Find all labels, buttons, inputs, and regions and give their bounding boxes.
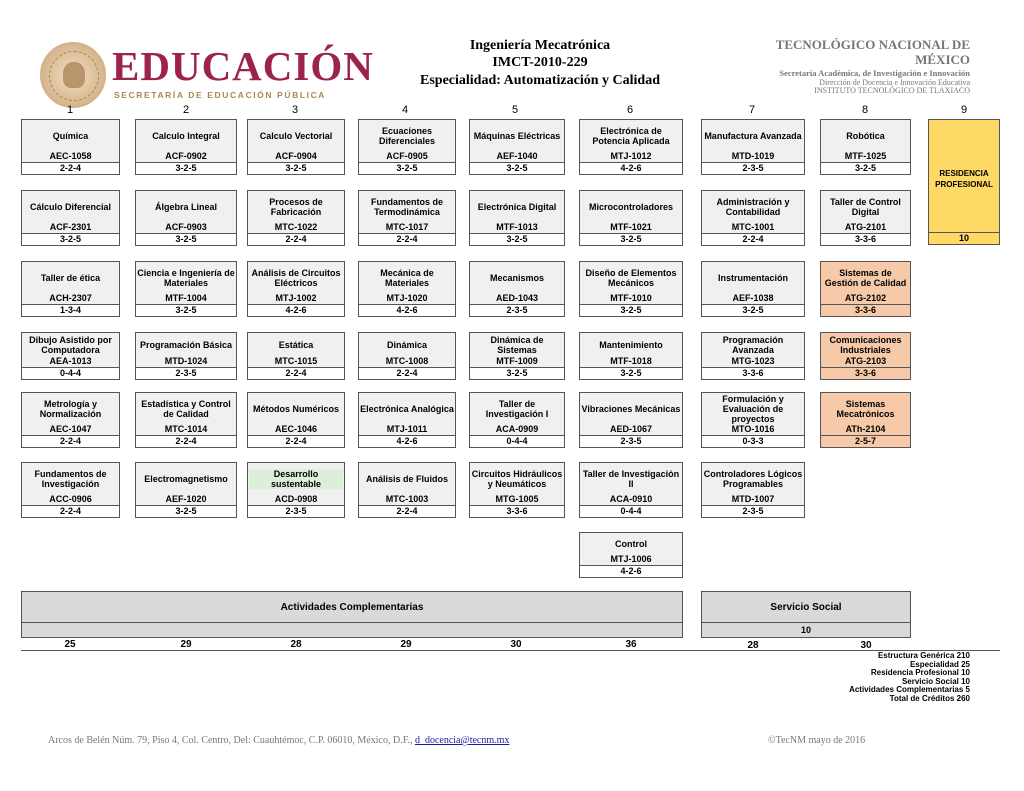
- servicio-social-band: [701, 591, 911, 638]
- residencia-label: RESIDENCIA PROFESIONAL: [935, 169, 993, 189]
- course-box: [21, 190, 120, 246]
- course-header: [359, 120, 455, 162]
- course-name: Electrónica de Potencia Aplicada: [592, 125, 670, 146]
- course-code: MTD-1019: [731, 151, 775, 161]
- course-box: [820, 119, 911, 175]
- course-name: Máquinas Eléctricas: [473, 130, 561, 141]
- course-box: [820, 332, 911, 380]
- course-box: [247, 261, 345, 317]
- footer-address: [48, 735, 509, 746]
- course-code: ACF-0902: [165, 151, 207, 161]
- course-name: Mecanismos: [489, 272, 545, 283]
- course-name: Electrónica Digital: [477, 201, 557, 212]
- course-code: MTC-1015: [274, 356, 318, 366]
- course-name: Robótica: [846, 130, 885, 141]
- course-header: [136, 262, 236, 304]
- course-box: [579, 332, 683, 380]
- course-name: Taller de Investigación I: [485, 398, 549, 419]
- course-header: [359, 191, 455, 233]
- course-credits: 1-3-4: [22, 304, 119, 316]
- course-credits: 3-2-5: [580, 304, 682, 316]
- course-box: [469, 332, 565, 380]
- course-credits: 2-2-4: [359, 505, 455, 517]
- course-code: AED-1043: [495, 293, 539, 303]
- course-credits: 2-2-4: [22, 505, 119, 517]
- summary-line: Especialidad 25: [909, 659, 970, 669]
- course-code: MTF-1004: [165, 293, 207, 303]
- course-name: Controladores Lógicos Programables: [703, 468, 803, 489]
- residencia-credits: 10: [929, 232, 999, 244]
- course-credits: 3-2-5: [22, 233, 119, 245]
- course-code: MTC-1014: [164, 424, 208, 434]
- course-credits: 3-2-5: [470, 367, 564, 379]
- course-credits: 0-3-3: [702, 435, 804, 447]
- course-box: [701, 261, 805, 317]
- course-header: [359, 262, 455, 304]
- course-name: Procesos de Fabricación: [269, 196, 323, 217]
- course-header: [470, 393, 564, 435]
- course-code: AEF-1038: [732, 293, 774, 303]
- course-credits: 3-2-5: [136, 505, 236, 517]
- course-header: [821, 262, 910, 304]
- course-credits: 2-2-4: [22, 162, 119, 174]
- course-box: [820, 261, 911, 317]
- course-name: Instrumentación: [717, 272, 788, 283]
- course-code: MTC-1001: [731, 222, 775, 232]
- course-code: MTC-1017: [385, 222, 429, 232]
- course-name: Taller de Control Digital: [830, 196, 901, 217]
- course-name: Administración y Contabilidad: [716, 196, 790, 217]
- course-credits: 2-2-4: [22, 435, 119, 447]
- semester-total: 29: [180, 639, 192, 650]
- semester-total: 30: [860, 640, 872, 651]
- semester-number: 9: [960, 104, 968, 116]
- course-code: MTF-1018: [610, 356, 652, 366]
- course-header: [136, 333, 236, 367]
- course-code: ATG-2102: [844, 293, 887, 303]
- course-box: [701, 332, 805, 380]
- course-code: MTC-1008: [385, 356, 429, 366]
- course-header: [470, 333, 564, 367]
- course-header: [702, 333, 804, 367]
- course-box: [469, 392, 565, 448]
- course-box: [579, 190, 683, 246]
- course-credits: 2-2-4: [359, 367, 455, 379]
- course-header: [359, 393, 455, 435]
- course-code: ACA-0910: [609, 494, 653, 504]
- course-credits: 3-3-6: [470, 505, 564, 517]
- course-header: [248, 393, 344, 435]
- course-header: [580, 533, 682, 565]
- course-credits: 3-3-6: [821, 304, 910, 316]
- semester-number: 7: [748, 104, 756, 116]
- semester-number: 1: [66, 104, 74, 116]
- course-credits: 4-2-6: [580, 565, 682, 577]
- course-header: [22, 191, 119, 233]
- course-box: [701, 392, 805, 448]
- semester-number: 6: [626, 104, 634, 116]
- course-credits: 0-4-4: [22, 367, 119, 379]
- course-box: [469, 119, 565, 175]
- summary-line: Total de Créditos 260: [889, 693, 970, 703]
- course-name: Metrología y Normalización: [39, 398, 102, 419]
- course-credits: 2-2-4: [248, 435, 344, 447]
- course-header: [702, 262, 804, 304]
- course-code: MTJ-1012: [610, 151, 652, 161]
- course-credits: 0-4-4: [470, 435, 564, 447]
- course-box: [247, 392, 345, 448]
- course-name: Estática: [278, 339, 314, 350]
- semester-total: 28: [290, 639, 302, 650]
- course-header: [702, 463, 804, 505]
- course-header: [248, 333, 344, 367]
- course-name: Comunicaciones Industriales: [829, 334, 902, 355]
- course-code: MTO-1016: [731, 424, 775, 434]
- course-credits: 2-3-5: [702, 162, 804, 174]
- course-credits: 4-2-6: [359, 435, 455, 447]
- course-credits: 2-2-4: [248, 233, 344, 245]
- course-header: [248, 120, 344, 162]
- course-box: [579, 119, 683, 175]
- course-box: [135, 190, 237, 246]
- course-credits: 3-2-5: [580, 367, 682, 379]
- course-code: AEA-1013: [49, 356, 92, 366]
- semester-number: 2: [182, 104, 190, 116]
- course-header: [821, 393, 910, 435]
- career-title: Ingeniería Mecatrónica: [469, 38, 611, 53]
- course-box: [135, 392, 237, 448]
- secretaria-line: Secretaría Académica, de Investigación e Innovación: [779, 68, 970, 78]
- semester-total: 36: [625, 639, 637, 650]
- semester-number: 3: [291, 104, 299, 116]
- course-code: ACA-0909: [495, 424, 539, 434]
- course-name: Circuitos Hidráulicos y Neumáticos: [471, 468, 563, 489]
- sep-seal-logo: [40, 42, 106, 108]
- course-name: Ciencia e Ingeniería de Materiales: [137, 267, 235, 288]
- footer-copyright: ©TecNM mayo de 2016: [768, 735, 866, 746]
- course-box: [579, 392, 683, 448]
- course-credits: 3-3-6: [821, 367, 910, 379]
- course-credits: 2-2-4: [248, 367, 344, 379]
- course-name: Sistemas de Gestión de Calidad: [824, 267, 907, 288]
- course-credits: 3-2-5: [136, 162, 236, 174]
- direccion-line: Dirección de Docencia e Innovación Educativa: [819, 78, 970, 87]
- semester-total: 30: [510, 639, 522, 650]
- course-header: [580, 120, 682, 162]
- course-name: Programación Básica: [139, 339, 233, 350]
- summary-line: Estructura Genérica 210: [877, 651, 970, 660]
- course-name: Dibujo Asistido por Computadora: [29, 334, 112, 355]
- course-header: [359, 333, 455, 367]
- course-credits: 3-2-5: [136, 304, 236, 316]
- course-credits: 3-3-6: [702, 367, 804, 379]
- course-box: [469, 462, 565, 518]
- tecnm-name-line1: TECNOLÓGICO NACIONAL DE: [775, 37, 970, 52]
- specialty-title: Especialidad: Automatización y Calidad: [420, 73, 660, 88]
- servicio-credits: 10: [702, 622, 910, 637]
- course-credits: 2-3-5: [248, 505, 344, 517]
- course-credits: 3-2-5: [821, 162, 910, 174]
- course-credits: 2-2-4: [136, 435, 236, 447]
- course-credits: 3-2-5: [359, 162, 455, 174]
- course-name: Taller de Investigación II: [582, 468, 680, 489]
- course-credits: 3-2-5: [470, 233, 564, 245]
- course-code: AEF-1020: [165, 494, 207, 504]
- course-name: Calculo Integral: [152, 130, 220, 141]
- course-box: [21, 392, 120, 448]
- course-header: [580, 333, 682, 367]
- servicio-label: Servicio Social: [770, 602, 842, 613]
- eagle-emblem-icon: [63, 62, 85, 88]
- course-code: AED-1067: [609, 424, 653, 434]
- course-box: [247, 190, 345, 246]
- course-credits: 3-2-5: [136, 233, 236, 245]
- course-code: ATG-2101: [844, 222, 887, 232]
- course-name: Desarrollo sustentable: [249, 469, 343, 489]
- course-name: Química: [52, 130, 89, 141]
- course-box: [135, 261, 237, 317]
- sep-subtitle: SECRETARÍA DE EDUCACIÓN PÚBLICA: [114, 90, 327, 100]
- course-header: [470, 191, 564, 233]
- course-header: [702, 191, 804, 233]
- course-name: Sistemas Mecatrónicos: [836, 398, 895, 419]
- course-code: MTD-1024: [164, 356, 208, 366]
- course-code: MTF-1013: [496, 222, 538, 232]
- course-name: Mecánica de Materiales: [380, 267, 434, 288]
- course-header: [22, 120, 119, 162]
- course-code: ATh-2104: [845, 424, 886, 434]
- course-box: [579, 532, 683, 578]
- course-box: [21, 332, 120, 380]
- residencia-profesional-box: [928, 119, 1000, 245]
- semester-number: 8: [861, 104, 869, 116]
- course-header: [136, 191, 236, 233]
- course-box: [21, 261, 120, 317]
- course-code: MTJ-1002: [275, 293, 317, 303]
- course-header: [22, 333, 119, 367]
- course-name: Métodos Numéricos: [252, 403, 339, 414]
- course-box: [358, 392, 456, 448]
- course-credits: 3-3-6: [821, 233, 910, 245]
- course-name: Microcontroladores: [588, 201, 673, 212]
- semester-number: 4: [401, 104, 409, 116]
- course-box: [247, 332, 345, 380]
- course-code: AEC-1058: [49, 151, 92, 161]
- course-name: Diseño de Elementos Mecánicos: [585, 267, 677, 288]
- course-header: [821, 120, 910, 162]
- course-name: Taller de ética: [40, 272, 101, 283]
- course-credits: 4-2-6: [359, 304, 455, 316]
- course-name: Programación Avanzada: [722, 334, 784, 355]
- email-link[interactable]: d_docencia@tecnm.mx: [414, 735, 510, 746]
- course-box: [135, 332, 237, 380]
- course-code: ACH-2307: [49, 293, 92, 303]
- semester-number: 5: [511, 104, 519, 116]
- course-header: [248, 262, 344, 304]
- course-name: Estadística y Control de Calidad: [141, 398, 231, 419]
- course-credits: 2-3-5: [702, 505, 804, 517]
- plan-code: IMCT-2010-229: [492, 55, 588, 70]
- course-header: [248, 463, 344, 505]
- course-code: ACD-0908: [274, 494, 318, 504]
- course-name: Manufactura Avanzada: [704, 130, 802, 141]
- course-code: MTC-1003: [385, 494, 429, 504]
- course-name: Control: [615, 538, 647, 549]
- course-code: MTC-1022: [274, 222, 318, 232]
- summary-line: Residencia Profesional 10: [870, 668, 970, 678]
- course-header: [22, 262, 119, 304]
- course-box: [21, 462, 120, 518]
- course-box: [358, 119, 456, 175]
- course-header: [580, 191, 682, 233]
- course-box: [579, 261, 683, 317]
- course-code: MTD-1007: [731, 494, 775, 504]
- course-credits: 2-2-4: [702, 233, 804, 245]
- course-credits: 4-2-6: [580, 162, 682, 174]
- course-box: [358, 261, 456, 317]
- course-name: Ecuaciones Diferenciales: [378, 125, 436, 146]
- course-box: [21, 119, 120, 175]
- course-credits: 3-2-5: [248, 162, 344, 174]
- course-code: AEF-1040: [496, 151, 538, 161]
- course-header: [580, 463, 682, 505]
- course-code: AEC-1047: [49, 424, 92, 434]
- course-code: ATG-2103: [844, 356, 887, 366]
- course-credits: 2-3-5: [136, 367, 236, 379]
- course-name: Vibraciones Mecánicas: [581, 403, 681, 414]
- course-box: [358, 332, 456, 380]
- course-code: MTJ-1006: [610, 554, 652, 564]
- course-credits: 3-2-5: [580, 233, 682, 245]
- course-header: [22, 463, 119, 505]
- course-credits: 2-3-5: [580, 435, 682, 447]
- course-credits: 3-2-5: [702, 304, 804, 316]
- course-credits: 2-5-7: [821, 435, 910, 447]
- course-header: [821, 191, 910, 233]
- course-box: [820, 190, 911, 246]
- course-code: ACF-0905: [386, 151, 428, 161]
- course-box: [135, 119, 237, 175]
- course-name: Análisis de Fluidos: [365, 473, 448, 484]
- course-header: [702, 120, 804, 162]
- course-box: [701, 190, 805, 246]
- course-header: [136, 393, 236, 435]
- address-text: Arcos de Belén Núm. 79, Piso 4, Col. Centro, Del: Cuauhtémoc, C.P. 06010, México, D.F.,: [48, 735, 413, 746]
- course-header: [580, 393, 682, 435]
- course-box: [820, 392, 911, 448]
- course-name: Dinámica: [386, 339, 428, 350]
- course-code: MTG-1005: [495, 494, 539, 504]
- course-credits: 2-3-5: [470, 304, 564, 316]
- course-header: [470, 120, 564, 162]
- course-name: Dinámica de Sistemas: [490, 334, 544, 355]
- semester-total: 28: [747, 640, 759, 651]
- course-credits: 0-4-4: [580, 505, 682, 517]
- summary-line: Servicio Social 10: [901, 676, 970, 686]
- course-code: ACC-0906: [49, 494, 92, 504]
- course-code: ACF-0903: [165, 222, 207, 232]
- actividades-label: Actividades Complementarias: [280, 602, 424, 613]
- course-name: Fundamentos de Termodinámica: [370, 196, 443, 217]
- course-header: [359, 463, 455, 505]
- educacion-logo-text: EDUCACIÓN: [112, 43, 374, 89]
- semester-total: 25: [64, 639, 76, 650]
- course-code: MTF-1021: [610, 222, 652, 232]
- actividades-credits-row: [22, 622, 682, 637]
- course-box: [579, 462, 683, 518]
- course-header: [248, 191, 344, 233]
- course-box: [358, 190, 456, 246]
- course-header: [470, 262, 564, 304]
- course-header: [702, 393, 804, 435]
- course-name: Análisis de Circuitos Eléctricos: [251, 267, 341, 288]
- course-box: [247, 119, 345, 175]
- course-name: Álgebra Lineal: [154, 201, 217, 212]
- course-credits: 2-2-4: [359, 233, 455, 245]
- course-box: [135, 462, 237, 518]
- course-header: [580, 262, 682, 304]
- course-code: MTG-1023: [731, 356, 775, 366]
- actividades-complementarias-band: [21, 591, 683, 638]
- course-name: Calculo Vectorial: [259, 130, 333, 141]
- course-box: [469, 261, 565, 317]
- course-box: [247, 462, 345, 518]
- institute-line: INSTITUTO TECNOLÓGICO DE TLAXIACO: [814, 86, 970, 95]
- course-credits: 3-2-5: [470, 162, 564, 174]
- course-code: MTF-1025: [844, 151, 887, 161]
- credit-summary: [849, 652, 970, 704]
- semester-total: 29: [400, 639, 412, 650]
- tecnm-name-line2: MÉXICO: [915, 52, 970, 67]
- course-code: MTF-1010: [610, 293, 652, 303]
- course-box: [701, 119, 805, 175]
- course-header: [470, 463, 564, 505]
- course-header: [22, 393, 119, 435]
- summary-line: Actividades Complementarias 5: [849, 685, 970, 695]
- course-header: [136, 463, 236, 505]
- course-name: Fundamentos de Investigación: [34, 468, 107, 489]
- course-code: ACF-0904: [275, 151, 317, 161]
- course-box: [358, 462, 456, 518]
- course-code: MTJ-1011: [386, 424, 428, 434]
- course-box: [469, 190, 565, 246]
- course-code: MTJ-1020: [386, 293, 428, 303]
- course-name: Cálculo Diferencial: [29, 201, 112, 212]
- course-code: ACF-2301: [49, 222, 92, 232]
- course-credits: 4-2-6: [248, 304, 344, 316]
- course-name: Electromagnetismo: [144, 473, 228, 484]
- course-code: MTF-1009: [496, 356, 538, 366]
- course-name: Formulación y Evaluación de proyectos: [722, 393, 784, 424]
- course-header: [136, 120, 236, 162]
- course-box: [701, 462, 805, 518]
- course-code: AEC-1046: [274, 424, 318, 434]
- course-name: Mantenimiento: [599, 339, 663, 350]
- course-header: [821, 333, 910, 367]
- course-name: Electrónica Analógica: [360, 403, 454, 414]
